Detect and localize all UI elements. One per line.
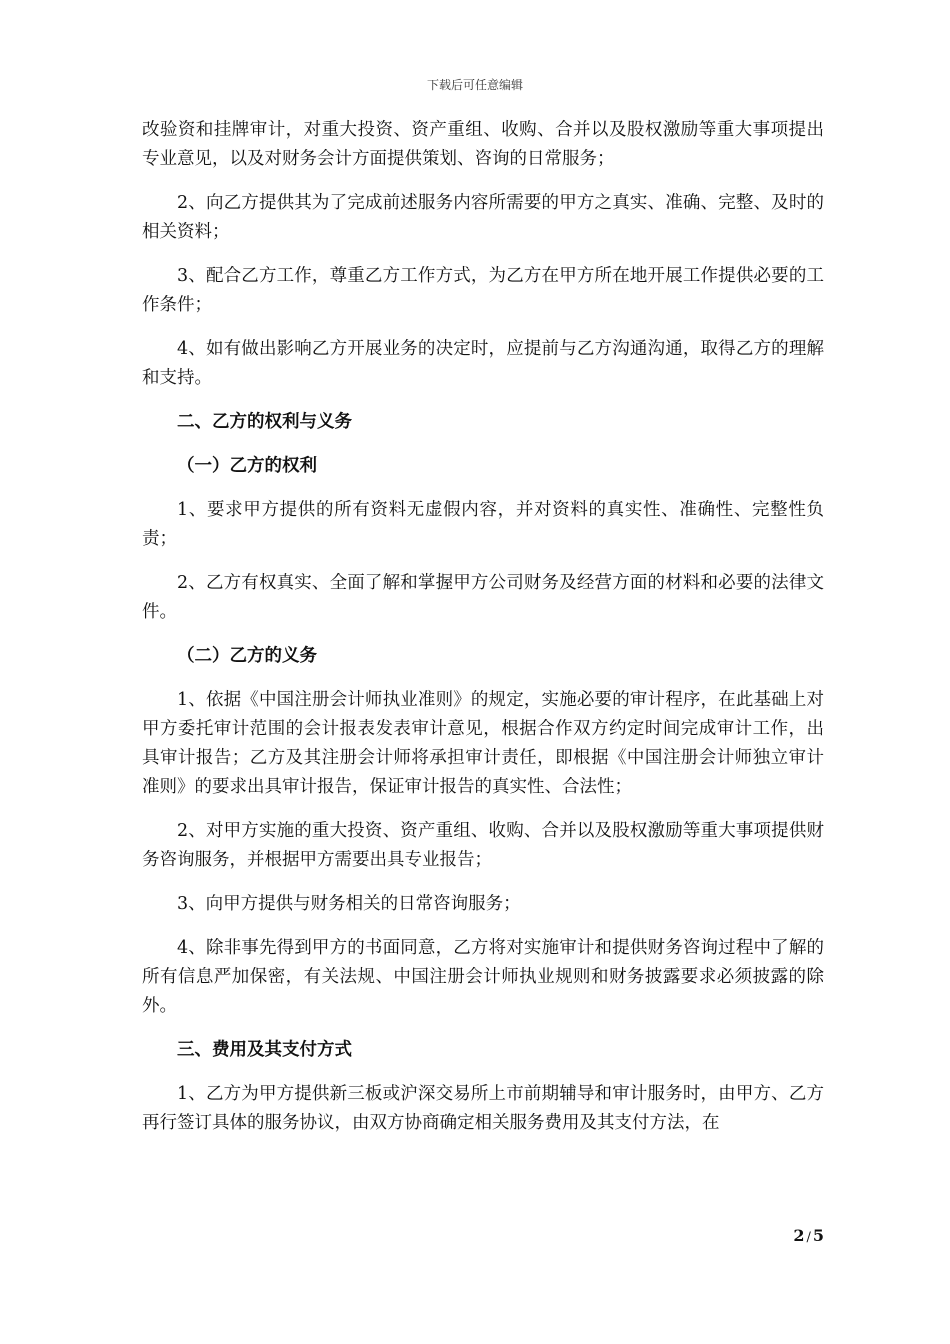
paragraph: 4、除非事先得到甲方的书面同意，乙方将对实施审计和提供财务咨询过程中了解的所有信息严加保密，有关法规、中国注册会计师执业规则和财务披露要求必须披露的除外。 xyxy=(142,938,824,1016)
subsection-heading: （一）乙方的权利 xyxy=(177,456,317,476)
section-heading: 三、费用及其支付方式 xyxy=(177,1040,352,1060)
paragraph: 1、要求甲方提供的所有资料无虚假内容，并对资料的真实性、准确性、完整性负责； xyxy=(142,500,824,549)
paragraph: 1、乙方为甲方提供新三板或沪深交易所上市前期辅导和审计服务时，由甲方、乙方再行签订具体的服务协议，由双方协商确定相关服务费用及其支付方法，在 xyxy=(142,1084,824,1133)
page-total: 5 xyxy=(812,1226,824,1245)
paragraph: 2、向乙方提供其为了完成前述服务内容所需要的甲方之真实、准确、完整、及时的相关资料； xyxy=(142,193,824,242)
section-heading: 二、乙方的权利与义务 xyxy=(177,412,352,432)
document-body xyxy=(142,116,824,1153)
page-current: 2 xyxy=(793,1226,805,1245)
subsection-heading: （二）乙方的义务 xyxy=(177,646,317,666)
paragraph: 2、乙方有权真实、全面了解和掌握甲方公司财务及经营方面的材料和必要的法律文件。 xyxy=(142,573,824,622)
paragraph: 2、对甲方实施的重大投资、资产重组、收购、合并以及股权激励等重大事项提供财务咨询服务，并根据甲方需要出具专业报告； xyxy=(142,821,824,870)
paragraph: 1、依据《中国注册会计师执业准则》的规定，实施必要的审计程序，在此基础上对甲方委托审计范围的会计报表发表审计意见，根据合作双方约定时间完成审计工作，出具审计报告；乙方及其注册会计师将承担审计责任，即根据《中国注册会计师独立审计准则》的要求出具审计报告，保证审计报告的真实性、合法性； xyxy=(142,690,824,797)
paragraph: 3、配合乙方工作，尊重乙方工作方式，为乙方在甲方所在地开展工作提供必要的工作条件； xyxy=(142,266,824,315)
page-number xyxy=(793,1226,824,1245)
paragraph: 3、向甲方提供与财务相关的日常咨询服务； xyxy=(177,894,521,914)
paragraph: 改验资和挂牌审计，对重大投资、资产重组、收购、合并以及股权激励等重大事项提出专业意见，以及对财务会计方面提供策划、咨询的日常服务； xyxy=(142,120,824,169)
page-separator: / xyxy=(806,1230,811,1245)
header-note: 下载后可任意编辑 xyxy=(426,78,523,92)
paragraph: 4、如有做出影响乙方开展业务的决定时，应提前与乙方沟通沟通，取得乙方的理解和支持。 xyxy=(142,339,824,388)
